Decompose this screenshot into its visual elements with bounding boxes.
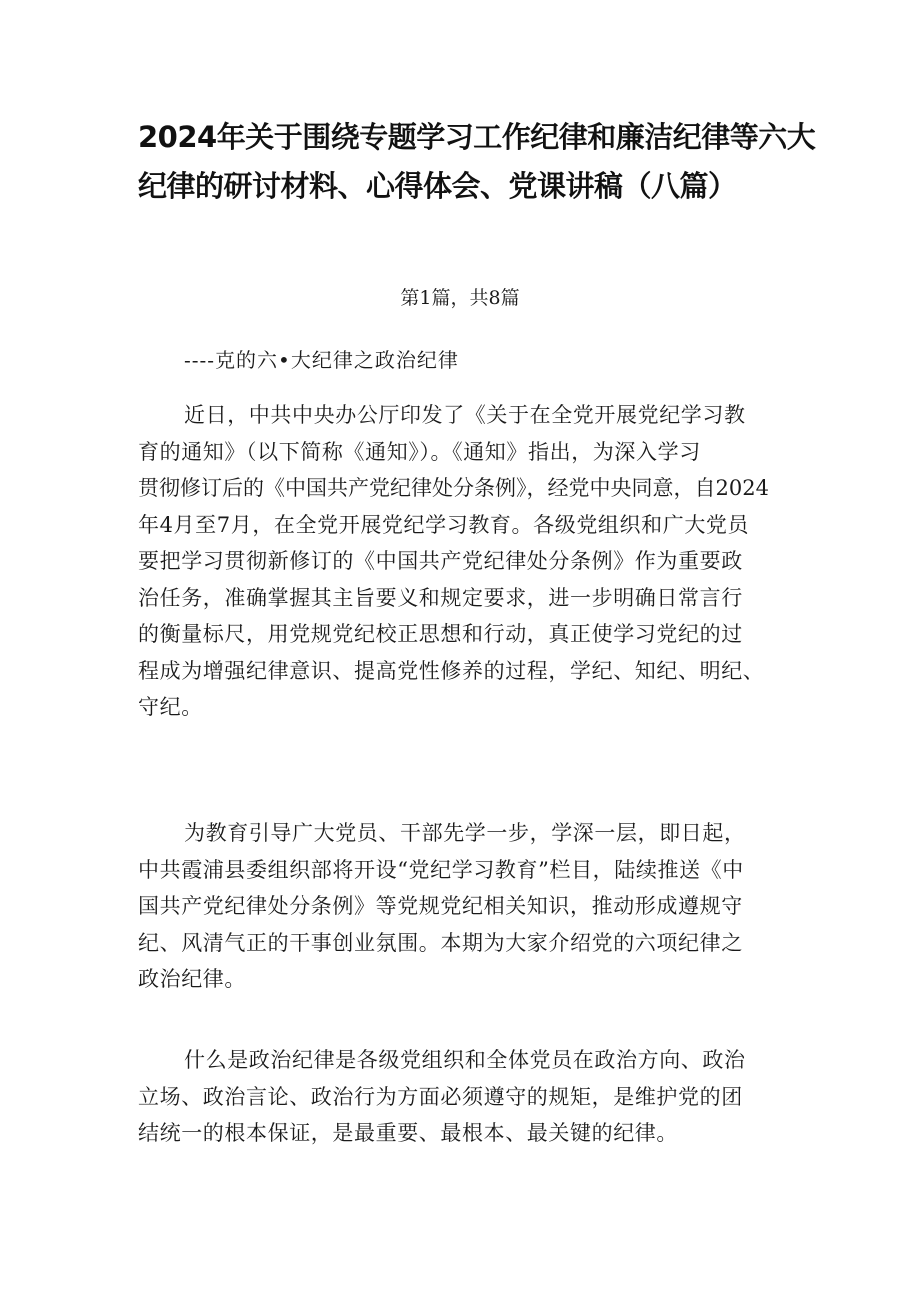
paragraph-line: 什么是政治纪律是各级党组织和全体党员在政治方向、政治 bbox=[184, 1048, 746, 1072]
paragraph-line: 国共产党纪律处分条例》等党规党纪相关知识，推动形成遵规守 bbox=[138, 894, 743, 918]
paragraph-line: 守纪。 bbox=[138, 695, 203, 719]
paragraph-line: 纪、风清气正的干事创业氛围。本期为大家介绍党的六项纪律之 bbox=[138, 930, 743, 955]
paragraph-line: 近日，中共中央办公厅印发了《关于在全党开展党纪学习教 bbox=[184, 403, 746, 427]
paragraph-line: 为教育引导广大党员、干部先学一步，学深一层，即日起， bbox=[184, 821, 746, 845]
paragraph-line: 结统一的根本保证，是最重要、最根本、最关键的纪律。 bbox=[138, 1121, 678, 1145]
paragraph-line: 年4月至7月，在全党开展党纪学习教育。各级党组织和广大党员 bbox=[138, 512, 750, 537]
part-label: 第1篇，共8篇 bbox=[400, 287, 520, 309]
paragraph-line: 育的通知》（以下简称《通知》）。《通知》指出，为深入学习 bbox=[138, 439, 701, 464]
document-title bbox=[138, 113, 816, 211]
paragraph-line: 中共霞浦县委组织部将开设“党纪学习教育”栏目，陆续推送《中 bbox=[138, 857, 744, 882]
paragraph-line: 立场、政治言论、政治行为方面必须遵守的规矩，是维护党的团 bbox=[138, 1084, 743, 1109]
paragraph-line: 治任务，准确掌握其主旨要义和规定要求，进一步明确日常言行 bbox=[138, 585, 743, 610]
title-line: 2024年关于围绕专题学习工作纪律和廉洁纪律等六大 bbox=[138, 120, 816, 154]
paragraph-3 bbox=[138, 1042, 746, 1152]
paragraph-line: 程成为增强纪律意识、提高党性修养的过程，学纪、知纪、明纪、 bbox=[138, 658, 765, 683]
paragraph-line: 要把学习贯彻新修订的《中国共产党纪律处分条例》作为重要政 bbox=[138, 549, 743, 573]
paragraph-1 bbox=[138, 397, 769, 726]
title-line: 纪律的研讨材料、心得体会、党课讲稿（八篇） bbox=[138, 169, 737, 203]
paragraph-line: 政治纪律。 bbox=[138, 967, 246, 991]
section-subheading: ----克的六•大纪律之政治纪律 bbox=[184, 348, 459, 372]
paragraph-line: 贯彻修订后的《中国共产党纪律处分条例》，经党中央同意，自2024 bbox=[138, 476, 769, 500]
paragraph-2 bbox=[138, 815, 746, 998]
paragraph-line: 的衡量标尺，用党规党纪校正思想和行动，真正使学习党纪的过 bbox=[138, 622, 743, 646]
